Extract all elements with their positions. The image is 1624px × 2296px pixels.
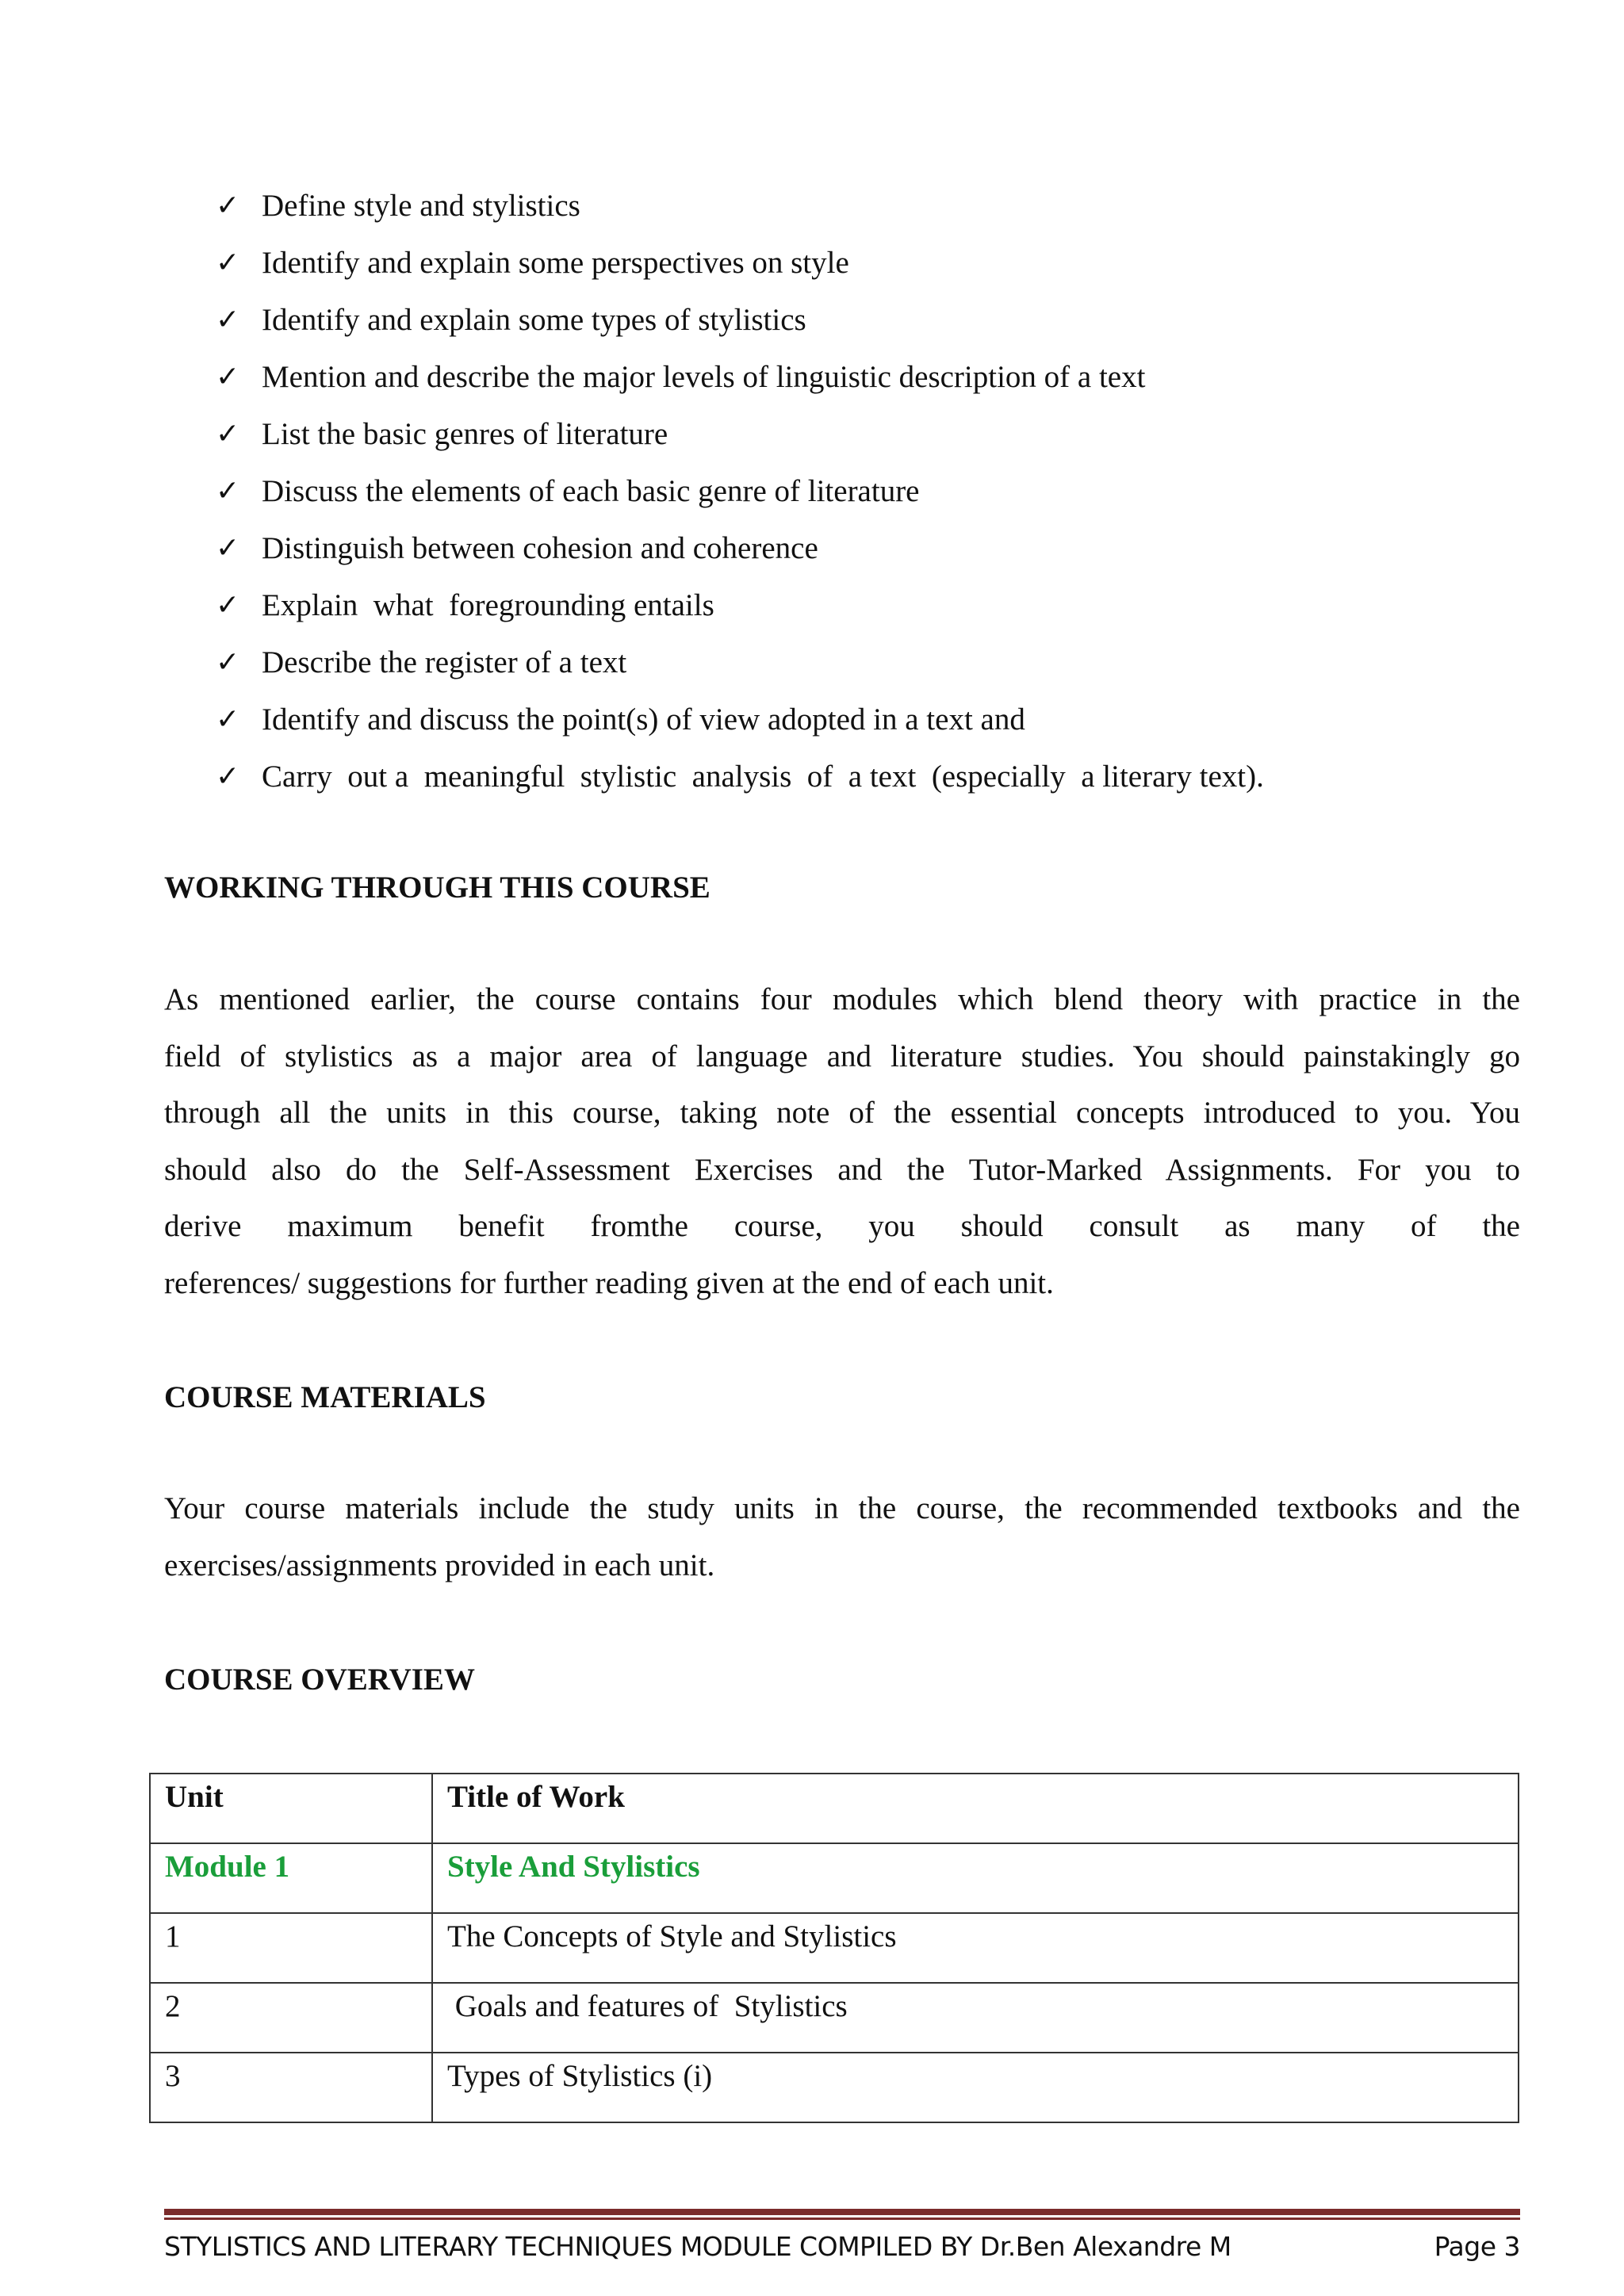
paragraph-working (164, 971, 1520, 1311)
page-footer (164, 2225, 1520, 2269)
table-header-row (150, 1774, 1519, 1843)
objective-text: List the basic genres of literature (262, 417, 668, 451)
list-item (216, 525, 1524, 582)
cell-unit: 1 (150, 1913, 432, 1983)
objective-text: Mention and describe the major levels of linguistic description of a text (262, 360, 1146, 394)
checkmark-icon: ✓ (216, 361, 240, 393)
header-cell-unit: Unit (150, 1774, 432, 1843)
cell-unit: 3 (150, 2053, 432, 2122)
table-row (150, 1913, 1519, 1983)
checkmark-icon: ✓ (216, 189, 240, 222)
list-item (216, 639, 1524, 696)
cell-title: Goals and features of Stylistics (432, 1983, 1519, 2053)
cell-title: The Concepts of Style and Stylistics (432, 1913, 1519, 1983)
module-cell-title: Style And Stylistics (432, 1843, 1519, 1913)
paragraph-line: through all the units in this course, taking note of the essential concepts introduced to you. You (164, 1096, 1520, 1130)
footer-title: STYLISTICS AND LITERARY TECHNIQUES MODULE COMPILED BY Dr.Ben Alexandre M (164, 2231, 1231, 2262)
paragraph-line: Your course materials include the study units in the course, the recommended textbooks and the (164, 1491, 1520, 1525)
cell-unit: 2 (150, 1983, 432, 2053)
table-row (150, 1983, 1519, 2053)
footer-rule (164, 2209, 1520, 2220)
list-item (216, 411, 1524, 468)
course-overview-table (149, 1773, 1519, 2123)
page-number: Page 3 (1434, 2231, 1520, 2262)
list-item (216, 753, 1524, 810)
module-cell-unit: Module 1 (150, 1843, 432, 1913)
objective-text: Discuss the elements of each basic genre of literature (262, 474, 920, 508)
objective-text: Describe the register of a text (262, 645, 627, 679)
table-row (150, 2053, 1519, 2122)
objective-text: Identify and discuss the point(s) of view adopted in a text and (262, 702, 1025, 737)
objective-text: Define style and stylistics (262, 189, 580, 223)
checkmark-icon: ✓ (216, 646, 240, 679)
footer-rule-thick (164, 2209, 1520, 2215)
paragraph-line: should also do the Self-Assessment Exercises and the Tutor-Marked Assignments. For you to (164, 1152, 1520, 1187)
checkmark-icon: ✓ (216, 247, 240, 279)
list-item (216, 468, 1524, 525)
section-heading-overview: COURSE OVERVIEW (164, 1663, 475, 1697)
checkmark-icon: ✓ (216, 475, 240, 507)
paragraph-line: field of stylistics as a major area of language and literature studies. You should painstakingly go (164, 1039, 1520, 1073)
cell-title: Types of Stylistics (i) (432, 2053, 1519, 2122)
paragraph-line: references/ suggestions for further reading given at the end of each unit. (164, 1265, 1054, 1300)
footer-rule-thin (164, 2218, 1520, 2220)
paragraph-line: derive maximum benefit fromthe course, you should consult as many of the (164, 1209, 1520, 1243)
objective-text: Identify and explain some perspectives on style (262, 246, 849, 280)
section-heading-working: WORKING THROUGH THIS COURSE (164, 871, 710, 905)
table-row-module (150, 1843, 1519, 1913)
objective-text: Identify and explain some types of stylistics (262, 303, 806, 337)
list-item (216, 354, 1524, 411)
list-item (216, 582, 1524, 639)
list-item (216, 182, 1524, 239)
objective-text: Explain what foregrounding entails (262, 588, 714, 622)
paragraph-line: exercises/assignments provided in each unit. (164, 1548, 715, 1582)
objectives-checklist (216, 182, 1524, 810)
list-item (216, 239, 1524, 297)
checkmark-icon: ✓ (216, 703, 240, 736)
objective-text: Distinguish between cohesion and coherence (262, 531, 818, 565)
section-heading-materials: COURSE MATERIALS (164, 1380, 486, 1414)
checkmark-icon: ✓ (216, 304, 240, 336)
checkmark-icon: ✓ (216, 532, 240, 564)
checkmark-icon: ✓ (216, 589, 240, 622)
objective-text: Carry out a meaningful stylistic analysis of a text (especially a literary text). (262, 760, 1264, 794)
checkmark-icon: ✓ (216, 760, 240, 793)
list-item (216, 297, 1524, 354)
paragraph-materials (164, 1480, 1520, 1594)
list-item (216, 696, 1524, 753)
header-cell-title: Title of Work (432, 1774, 1519, 1843)
paragraph-line: As mentioned earlier, the course contains four modules which blend theory with practice in the (164, 982, 1520, 1016)
checkmark-icon: ✓ (216, 418, 240, 450)
